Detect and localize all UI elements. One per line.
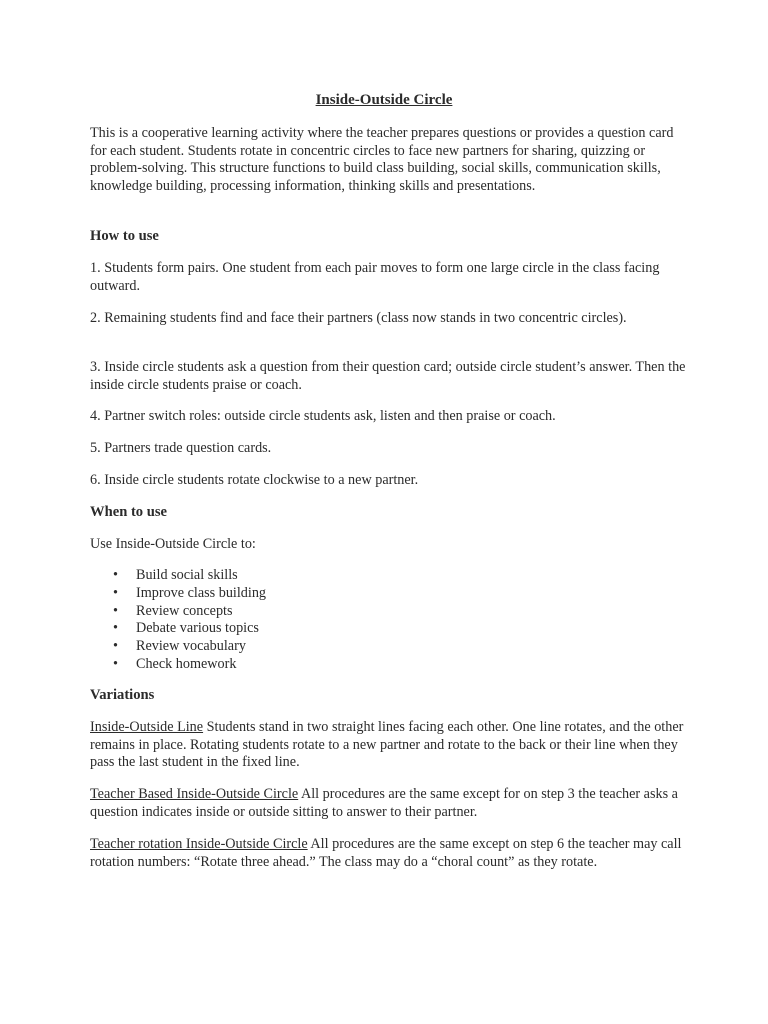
variations-heading: Variations xyxy=(90,687,155,703)
list-item xyxy=(90,585,690,603)
list-item xyxy=(90,567,690,585)
list-item-label: Check homework xyxy=(136,655,237,672)
bullet-icon: • xyxy=(113,602,118,619)
list-item-label: Review concepts xyxy=(136,602,233,619)
step-2: 2. Remaining students find and face their partners (class now stands in two concentric circles). xyxy=(90,310,627,326)
list-item xyxy=(90,656,690,674)
variation-inside-outside-line xyxy=(90,719,690,772)
variation-name: Teacher rotation Inside-Outside Circle xyxy=(90,836,308,852)
variation-text: All procedures are the same except on step 6 the teacher may call rotation numbers: “Rotate three ahead.” The class may do a “choral count” as they rotate. xyxy=(90,836,682,870)
bullet-icon: • xyxy=(113,655,118,672)
variation-text: All procedures are the same except for on step 3 the teacher asks a question indicates inside or outside sitting to answer to their partner. xyxy=(90,786,678,820)
list-item xyxy=(90,603,690,621)
list-item xyxy=(90,620,690,638)
bullet-icon: • xyxy=(113,567,118,583)
variation-name: Inside-Outside Line xyxy=(90,719,204,735)
variation-name: Teacher Based Inside-Outside Circle xyxy=(90,786,299,802)
step-6: 6. Inside circle students rotate clockwise to a new partner. xyxy=(90,472,419,488)
list-item-label: Review vocabulary xyxy=(136,638,246,655)
how-to-use-heading: How to use xyxy=(90,228,159,244)
variation-teacher-based xyxy=(90,786,690,821)
intro-paragraph: This is a cooperative learning activity where the teacher prepares questions or provides a question card for each student. Students rotate in concentric circles to face new partners for sharing, quizzing or problem-solving. This structure functions to build class building, social skills, communication skills, knowledge building, processing information, thinking skills and presentations. xyxy=(90,125,674,194)
step-4: 4. Partner switch roles: outside circle students ask, listen and then praise or coach. xyxy=(90,408,556,424)
list-item-label: Build social skills xyxy=(136,567,238,583)
list-item xyxy=(90,638,690,656)
bullet-icon: • xyxy=(113,620,118,637)
variation-text: Students stand in two straight lines facing each other. One line rotates, and the other remains in place. Rotating students rotate to a new partner and rotate to the back or their line when they pass the last student in the fixed line. xyxy=(90,719,684,771)
list-item-label: Improve class building xyxy=(136,584,267,601)
document-title: Inside-Outside Circle xyxy=(315,92,453,108)
bullet-icon: • xyxy=(113,638,118,655)
list-item-label: Debate various topics xyxy=(136,620,259,637)
use-cases-list xyxy=(90,567,690,674)
when-to-use-intro: Use Inside-Outside Circle to: xyxy=(90,536,256,552)
step-5: 5. Partners trade question cards. xyxy=(90,440,272,456)
bullet-icon: • xyxy=(113,584,118,601)
step-3: 3. Inside circle students ask a question from their question card; outside circle student’s answer. Then the inside circle students praise or coach. xyxy=(90,359,686,393)
step-1: 1. Students form pairs. One student from each pair moves to form one large circle in the class facing outward. xyxy=(90,260,660,294)
when-to-use-heading: When to use xyxy=(90,504,168,520)
variation-teacher-rotation xyxy=(90,836,690,871)
